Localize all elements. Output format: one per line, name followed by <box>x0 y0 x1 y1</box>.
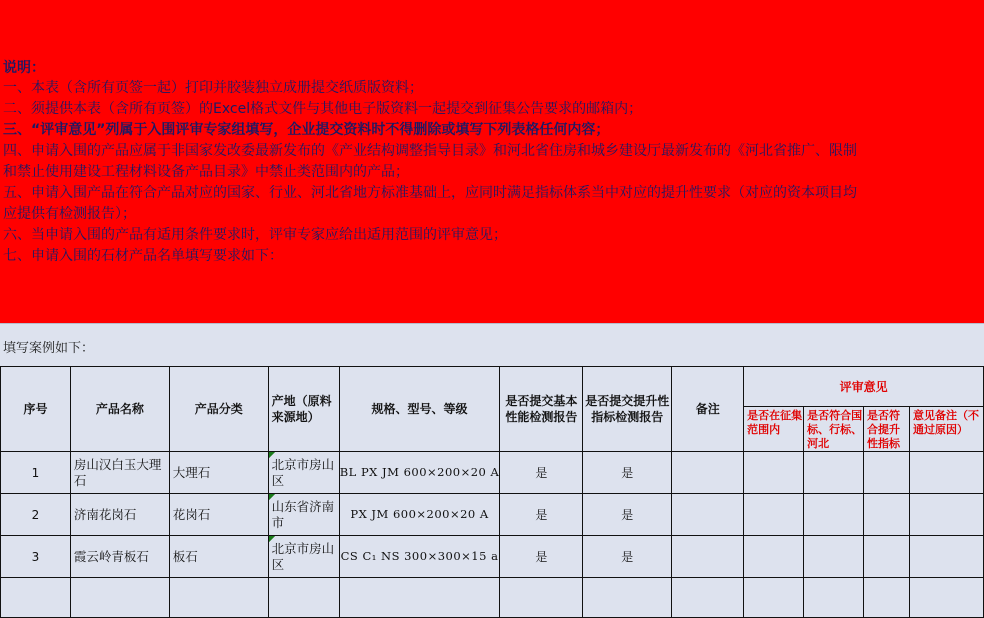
cell-category[interactable]: 花岗石 <box>169 494 268 536</box>
notice-line-3: 三、“评审意见”列属于入围评审专家组填写，企业提交资料时不得删除或填写下列表格任何内容； <box>3 122 610 138</box>
cell-empty[interactable] <box>864 578 910 618</box>
comment-marker-icon <box>269 452 275 458</box>
cell-seq[interactable]: 2 <box>1 494 71 536</box>
cell-basic-report[interactable]: 是 <box>500 536 583 578</box>
cell-review-standard[interactable] <box>804 494 864 536</box>
notice-heading: 说明： <box>3 60 45 76</box>
example-label: 填写案例如下： <box>3 341 95 356</box>
notice-line-5b: 应提供有检测报告）； <box>3 206 136 222</box>
cell-review-note[interactable] <box>909 536 983 578</box>
cell-basic-report[interactable]: 是 <box>500 494 583 536</box>
table-row[interactable] <box>1 452 984 494</box>
cell-remark[interactable] <box>672 452 744 494</box>
header-category[interactable]: 产品分类 <box>169 367 268 452</box>
header-review-scope[interactable]: 是否在征集范围内 <box>744 407 804 452</box>
cell-empty[interactable] <box>583 578 672 618</box>
cell-origin-text: 北京市房山区 <box>271 456 335 488</box>
cell-origin[interactable] <box>268 452 339 494</box>
cell-empty[interactable] <box>268 578 339 618</box>
cell-empty[interactable] <box>500 578 583 618</box>
table-row[interactable] <box>1 494 984 536</box>
comment-marker-icon <box>269 536 275 542</box>
header-seq[interactable]: 序号 <box>1 367 71 452</box>
cell-origin[interactable] <box>268 536 339 578</box>
table-row[interactable] <box>1 536 984 578</box>
cell-empty[interactable] <box>672 578 744 618</box>
cell-empty[interactable] <box>909 578 983 618</box>
cell-review-scope[interactable] <box>744 452 804 494</box>
header-review-note[interactable]: 意见备注（不通过原因） <box>909 407 983 452</box>
comment-marker-icon <box>269 494 275 500</box>
example-row[interactable] <box>0 323 984 367</box>
header-review-standard[interactable]: 是否符合国标、行标、河北 <box>804 407 864 452</box>
cell-spec[interactable]: PX JM 600×200×20 A <box>339 494 500 536</box>
cell-review-note[interactable] <box>909 494 983 536</box>
cell-category[interactable]: 板石 <box>169 536 268 578</box>
table-row-empty[interactable] <box>1 578 984 618</box>
header-upgrade-report[interactable]: 是否提交提升性指标检测报告 <box>583 367 672 452</box>
cell-review-note[interactable] <box>909 452 983 494</box>
cell-spec[interactable]: BL PX JM 600×200×20 A <box>339 452 500 494</box>
header-name[interactable]: 产品名称 <box>70 367 169 452</box>
cell-name[interactable]: 济南花岗石 <box>70 494 169 536</box>
notice-line-6: 六、当申请入围的产品有适用条件要求时，评审专家应给出适用范围的评审意见； <box>3 227 507 243</box>
cell-origin-text: 北京市房山区 <box>271 540 335 572</box>
cell-empty[interactable] <box>169 578 268 618</box>
cell-empty[interactable] <box>804 578 864 618</box>
cell-upgrade-report[interactable]: 是 <box>583 536 672 578</box>
notice-line-7: 七、申请入围的石材产品名单填写要求如下： <box>3 248 283 264</box>
header-origin[interactable]: 产地（原料来源地） <box>268 367 339 452</box>
cell-empty[interactable] <box>339 578 500 618</box>
cell-origin[interactable] <box>268 494 339 536</box>
cell-name[interactable]: 房山汉白玉大理石 <box>70 452 169 494</box>
cell-empty[interactable] <box>1 578 71 618</box>
cell-origin-text: 山东省济南市 <box>271 498 335 530</box>
cell-review-scope[interactable] <box>744 536 804 578</box>
cell-review-upgrade[interactable] <box>864 452 910 494</box>
header-review[interactable]: 评审意见 <box>744 367 984 407</box>
cell-review-upgrade[interactable] <box>864 494 910 536</box>
cell-review-scope[interactable] <box>744 494 804 536</box>
cell-spec[interactable]: CS C₁ NS 300×300×15 a <box>339 536 500 578</box>
notice-line-5a: 五、申请入围产品在符合产品对应的国家、行业、河北省地方标准基础上，应同时满足指标体系当中对应的提升性要求（对应的资本项目均 <box>3 185 857 201</box>
cell-review-standard[interactable] <box>804 536 864 578</box>
cell-upgrade-report[interactable]: 是 <box>583 452 672 494</box>
cell-seq[interactable]: 3 <box>1 536 71 578</box>
header-basic-report[interactable]: 是否提交基本性能检测报告 <box>500 367 583 452</box>
cell-remark[interactable] <box>672 494 744 536</box>
header-remark[interactable]: 备注 <box>672 367 744 452</box>
cell-basic-report[interactable]: 是 <box>500 452 583 494</box>
header-review-upgrade[interactable]: 是否符合提升性指标 <box>864 407 910 452</box>
notice-line-4a: 四、申请入围的产品应属于非国家发改委最新发布的《产业结构调整指导目录》和河北省住房和城乡建设厅最新发布的《河北省推广、限制 <box>3 143 857 159</box>
cell-seq[interactable]: 1 <box>1 452 71 494</box>
cell-review-upgrade[interactable] <box>864 536 910 578</box>
product-table <box>0 366 984 618</box>
cell-upgrade-report[interactable]: 是 <box>583 494 672 536</box>
cell-review-standard[interactable] <box>804 452 864 494</box>
cell-remark[interactable] <box>672 536 744 578</box>
notice-line-1: 一、本表（含所有页签一起）打印并胶装独立成册提交纸质版资料； <box>3 80 423 96</box>
cell-empty[interactable] <box>744 578 804 618</box>
notice-line-4b: 和禁止使用建设工程材料设备产品目录》中禁止类范围内的产品； <box>3 164 409 180</box>
header-spec[interactable]: 规格、型号、等级 <box>339 367 500 452</box>
cell-category[interactable]: 大理石 <box>169 452 268 494</box>
cell-empty[interactable] <box>70 578 169 618</box>
cell-name[interactable]: 霞云岭青板石 <box>70 536 169 578</box>
notice-line-2: 二、须提供本表（含所有页签）的Excel格式文件与其他电子版资料一起提交到征集公告要求的邮箱内； <box>3 101 643 117</box>
